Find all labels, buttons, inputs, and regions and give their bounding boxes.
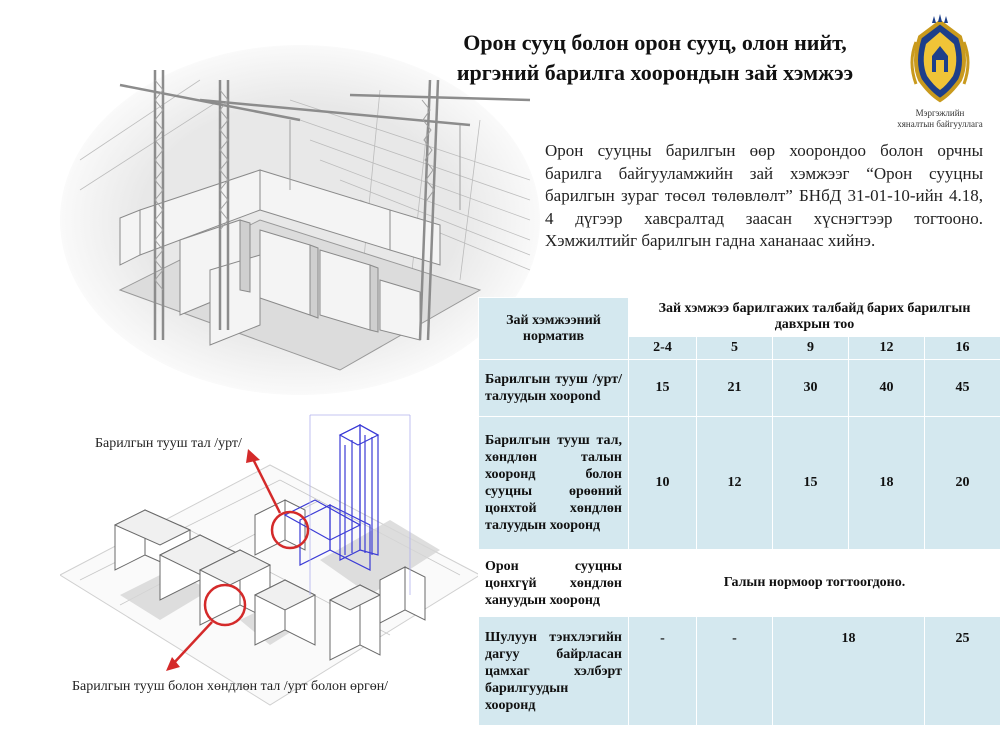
table-cell: 40 xyxy=(849,360,925,417)
title-line-1: Орон сууц болон орон сууц, олон нийт, xyxy=(463,30,847,55)
row-label: Шулуун тэнхлэгийн дагуу байрласан цамхаг хэлбэрт барилгуудын хооронд xyxy=(479,617,629,726)
logo-caption-line-2: хяналтын байгууллага xyxy=(897,119,983,129)
floor-header: 12 xyxy=(849,337,925,360)
floor-header: 9 xyxy=(773,337,849,360)
construction-photo xyxy=(60,40,540,400)
table-cell: 25 xyxy=(925,617,1000,726)
distance-norm-table xyxy=(478,297,1000,726)
floor-header: 16 xyxy=(925,337,1000,360)
row-label: Орон сууцны цонхгүй хөндлөн хануудын хооронд xyxy=(479,550,629,617)
col-header-floor-count: Зай хэмжээ барилгажих талбайд барих барилгын давхрын тоо xyxy=(629,298,1000,337)
title-line-2: иргэний барилга хоорондын зай хэмжээ xyxy=(456,60,854,85)
table-row xyxy=(479,550,1000,617)
merged-cell: Галын нормоор тогтоогдоно. xyxy=(629,550,1000,617)
emblem-icon xyxy=(890,12,990,107)
callout-long-and-short-side: Барилгын тууш болон хөндлөн тал /урт болон өргөн/ xyxy=(72,679,389,694)
table-cell: 15 xyxy=(629,360,697,417)
description-paragraph: Орон сууцны барилгын өөр хоорондоо болон орчны барилга байгууламжийн зай хэмжээг “Орон сууцны барилгын зураг төсөл төлөвлөлт” БНбД 31-01-10-ийн 4.18, 4 дүгээр хавсралтад заасан хүснэгтээр тогтооно. Хэмжилтийг барилгын гадна хананаас хийнэ. xyxy=(545,141,983,250)
table-row xyxy=(479,617,1000,726)
table-cell: 15 xyxy=(773,417,849,550)
table-cell: 20 xyxy=(925,417,1000,550)
table-cell: - xyxy=(697,617,773,726)
table-cell: 21 xyxy=(697,360,773,417)
floor-header: 5 xyxy=(697,337,773,360)
floor-header: 2-4 xyxy=(629,337,697,360)
table-cell: 45 xyxy=(925,360,1000,417)
row-label: Барилгын тууш /урт/ талуудын хоорond xyxy=(479,360,629,417)
table-cell: 30 xyxy=(773,360,849,417)
table-cell: - xyxy=(629,617,697,726)
logo xyxy=(890,12,990,132)
logo-caption-line-1: Мэргэжлийн xyxy=(915,108,965,118)
col-header-norm: Зай хэмжээний норматив xyxy=(479,298,629,360)
table-cell: 10 xyxy=(629,417,697,550)
callout-long-side: Барилгын тууш тал /урт/ xyxy=(95,436,242,451)
row-label: Барилгын тууш тал, хөндлөн талын хооронд болон сууцны өрөөний цонхтой хөндлөн талуудын хооронд xyxy=(479,417,629,550)
table-cell: 18 xyxy=(849,417,925,550)
table-cell: 18 xyxy=(773,617,925,726)
table-row xyxy=(479,417,1000,550)
table-cell: 12 xyxy=(697,417,773,550)
table-row xyxy=(479,360,1000,417)
